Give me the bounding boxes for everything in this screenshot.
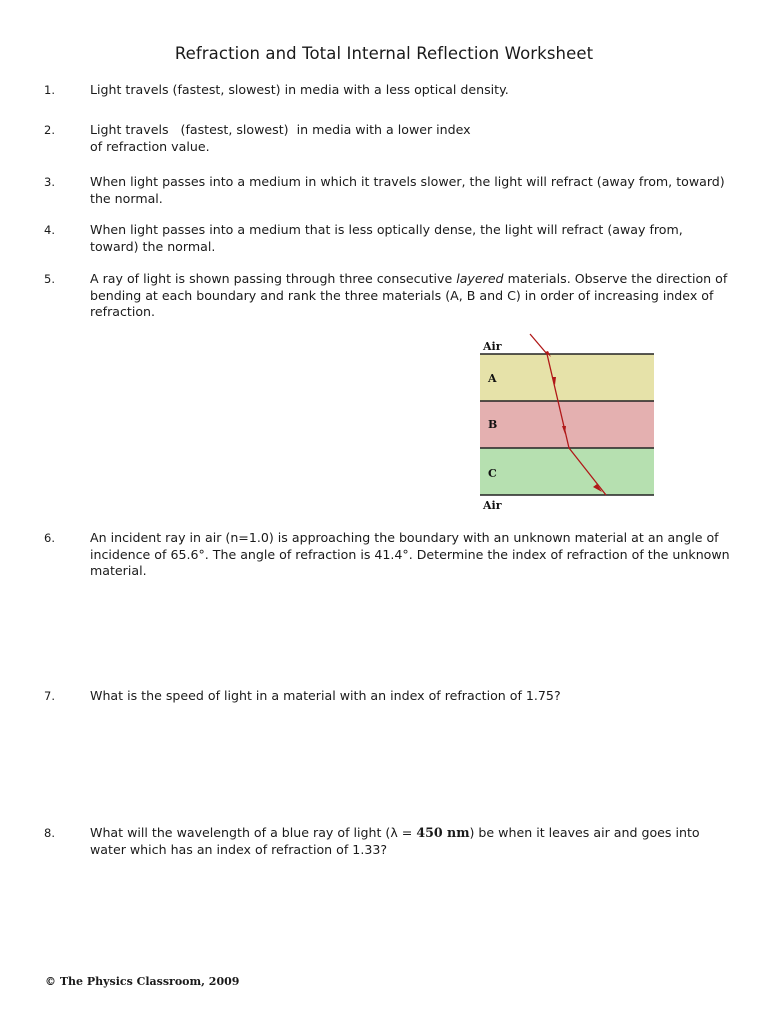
question-text: When light passes into a medium in which it travels slower, the light will refract (away from, toward) the normal.	[90, 174, 725, 206]
label-layer-a: A	[488, 372, 497, 385]
layer-a	[480, 354, 654, 401]
question-text-part: A ray of light is shown passing through three consecutive	[90, 271, 457, 286]
copyright-footer: © The Physics Classroom, 2009	[45, 975, 240, 988]
wavelength-value: 450 nm	[416, 825, 470, 840]
question-number: 1.	[44, 83, 55, 97]
layer-c	[480, 448, 654, 495]
question-1	[44, 82, 734, 99]
page-title: Refraction and Total Internal Reflection Worksheet	[174, 44, 594, 63]
question-text	[90, 271, 730, 321]
label-air-top: Air	[483, 340, 502, 353]
question-number: 6.	[44, 531, 55, 545]
question-number: 7.	[44, 689, 55, 703]
refraction-layers-diagram	[478, 330, 658, 516]
question-text-emphasis: layered	[456, 271, 504, 286]
question-text	[90, 122, 730, 155]
question-number: 8.	[44, 826, 55, 840]
question-text: What is the speed of light in a material with an index of refraction of 1.75?	[90, 688, 561, 703]
question-text: Light travels (fastest, slowest) in media with a less optical density.	[90, 82, 509, 97]
question-5	[44, 271, 734, 321]
question-text: When light passes into a medium that is less optically dense, the light will refract (away from, toward) the normal.	[90, 222, 683, 254]
question-2	[44, 122, 734, 155]
question-text	[90, 825, 730, 858]
question-3	[44, 174, 734, 207]
question-6	[44, 530, 734, 580]
question-7	[44, 688, 734, 705]
question-text-part: materials. Observe the direction of bending at each boundary and rank the three materials (A, B and C) in order of increasing index of refraction.	[90, 271, 728, 319]
question-number: 4.	[44, 223, 55, 237]
question-number: 5.	[44, 272, 55, 286]
question-text-part: ) be when it leaves air and goes into water which has an index of refraction of 1.33?	[90, 825, 700, 857]
question-text-line: Light travels (fastest, slowest) in media with a lower index	[90, 122, 471, 137]
label-layer-c: C	[488, 467, 497, 480]
question-text-part: What will the wavelength of a blue ray of light (λ =	[90, 825, 417, 840]
label-air-bottom: Air	[483, 499, 502, 512]
question-4	[44, 222, 734, 255]
question-text-line: of refraction value.	[90, 138, 210, 154]
question-8	[44, 825, 734, 858]
question-number: 3.	[44, 175, 55, 189]
label-layer-b: B	[488, 418, 498, 431]
question-number: 2.	[44, 123, 55, 137]
question-text: An incident ray in air (n=1.0) is approaching the boundary with an unknown material at an angle of incidence of 65.6°. The angle of refraction is 41.4°. Determine the index of refraction of the unknown material.	[90, 530, 730, 578]
